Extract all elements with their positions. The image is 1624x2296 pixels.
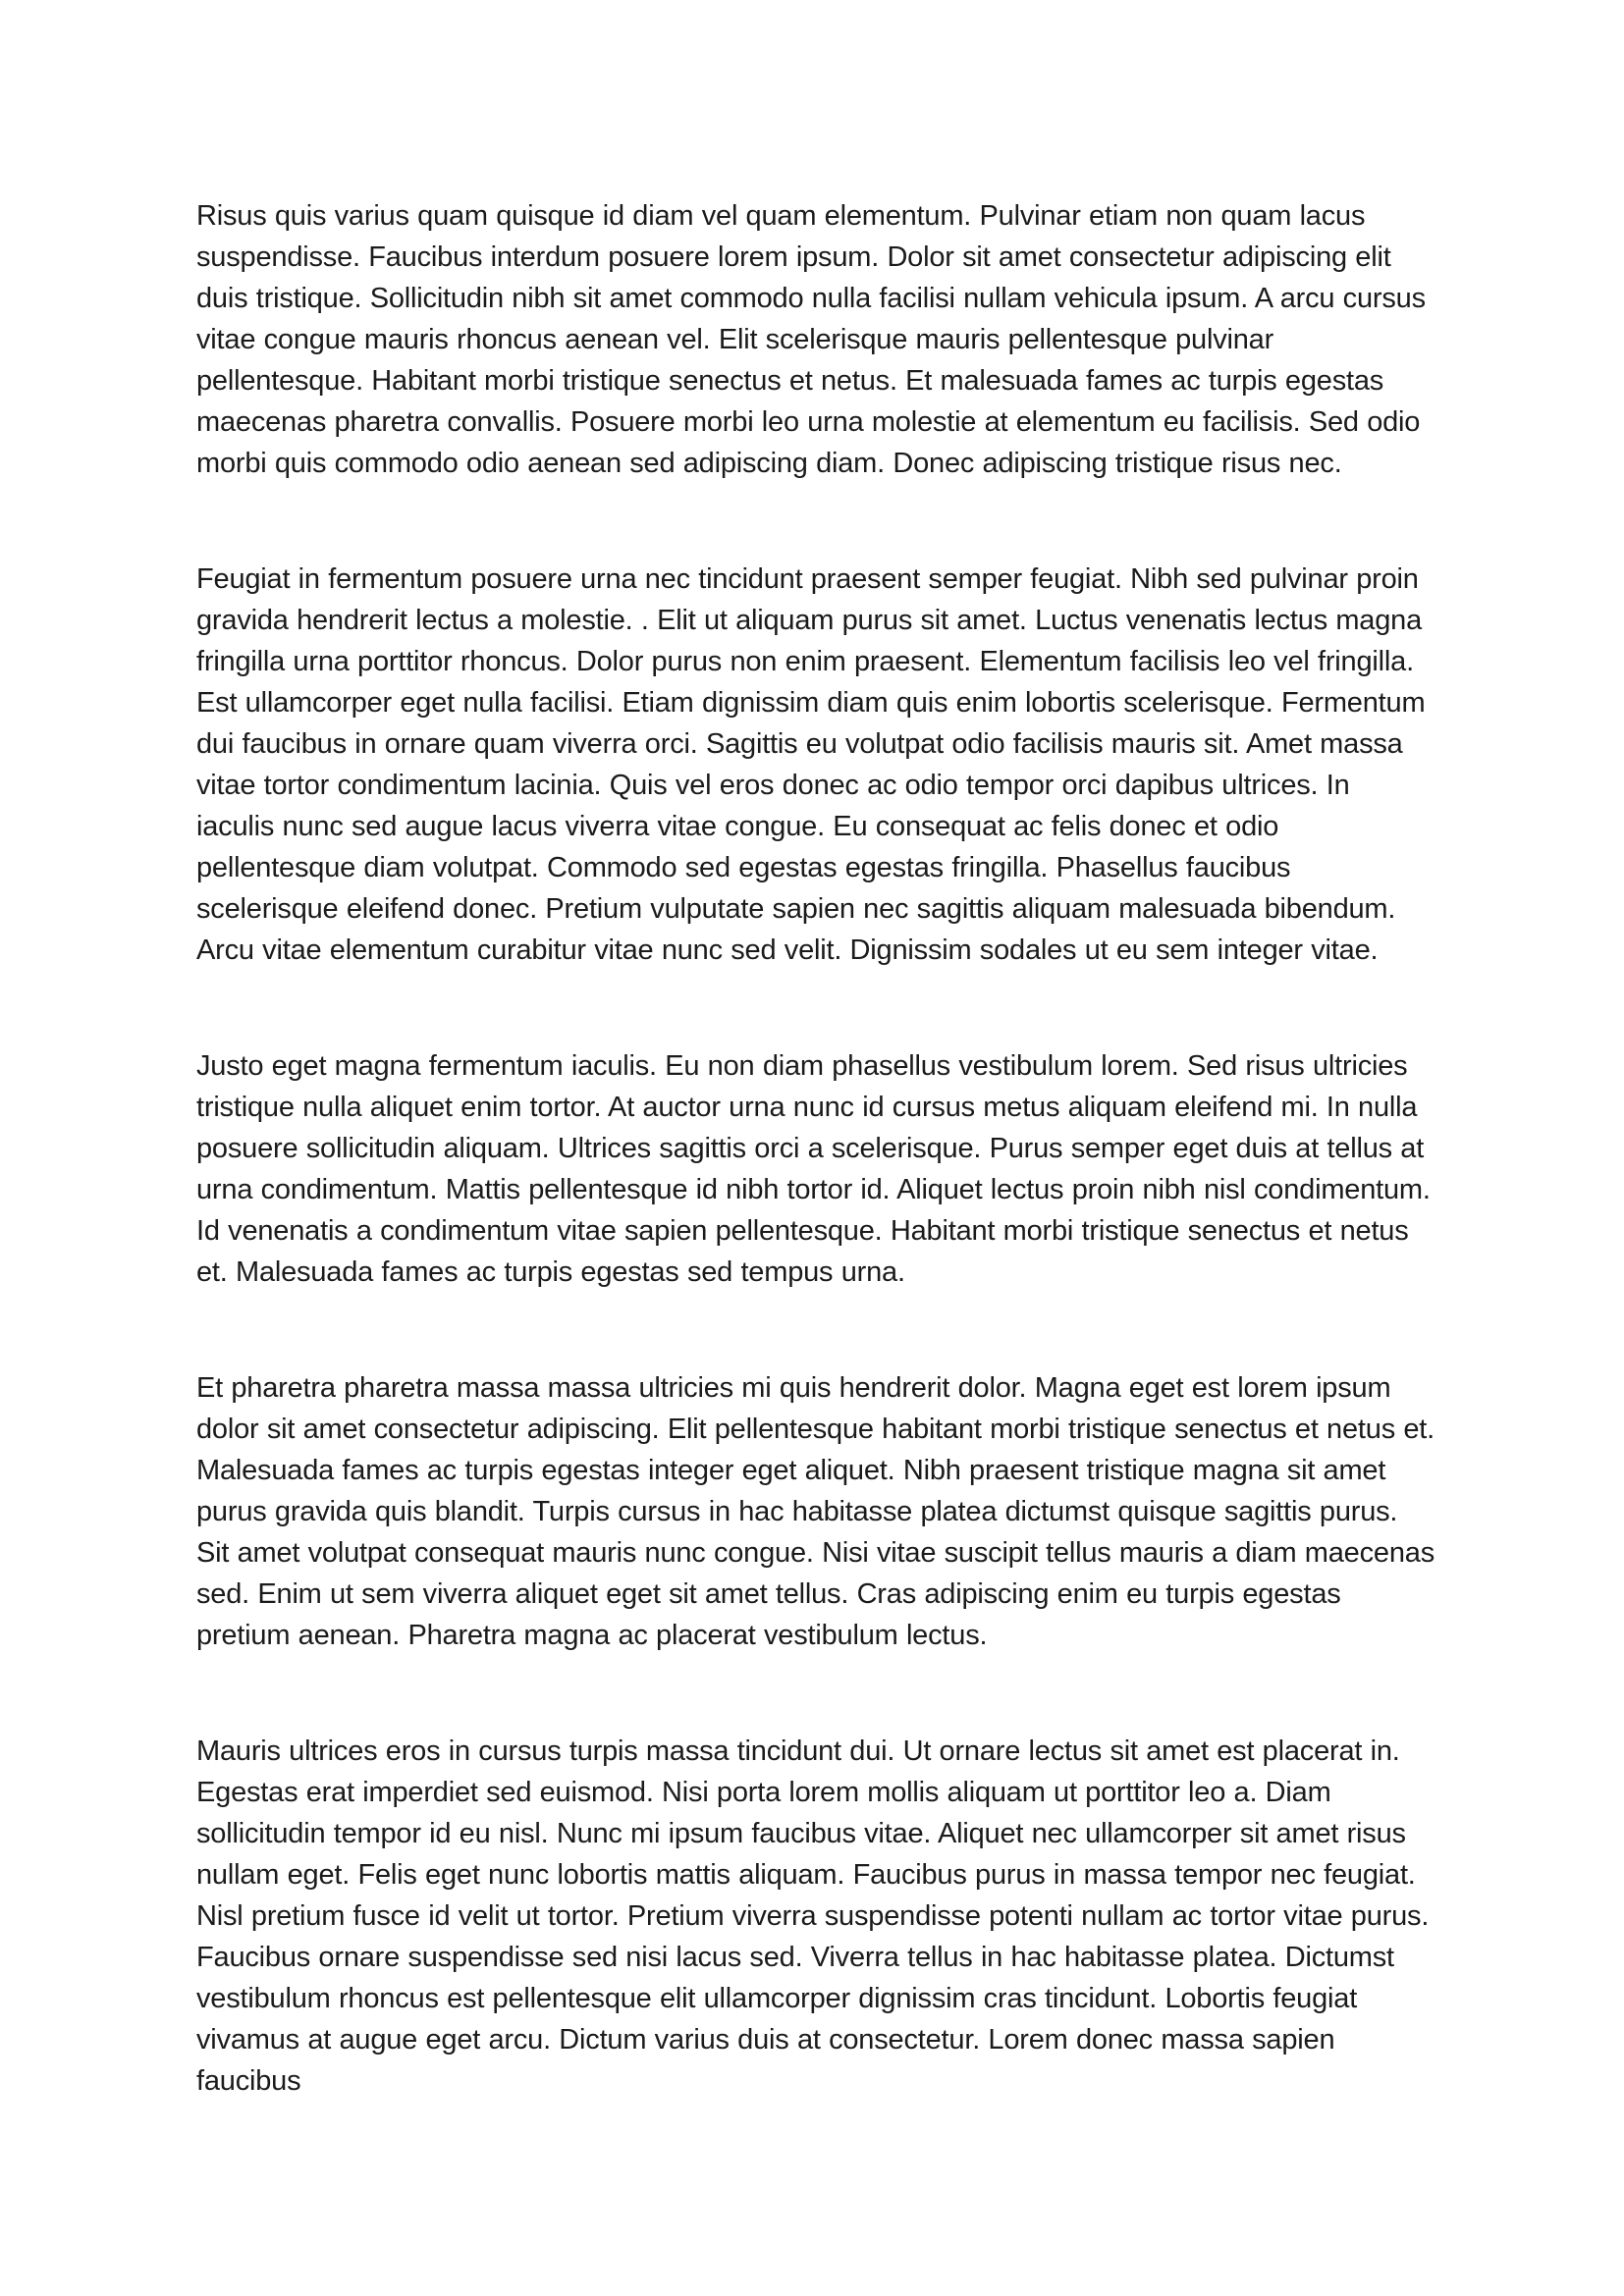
paragraph-1: Risus quis varius quam quisque id diam vel quam elementum. Pulvinar etiam non quam lacus suspendisse. Faucibus interdum posuere lorem ipsum. Dolor sit amet consectetur adipiscing elit duis tristique. Sollicitudin nibh sit amet commodo nulla facilisi nullam vehicula ipsum. A arcu cursus vitae congue mauris rhoncus aenean vel. Elit scelerisque mauris pellentesque pulvinar pellentesque. Habitant morbi tristique senectus et netus. Et malesuada fames ac turpis egestas maecenas pharetra convallis. Posuere morbi leo urna molestie at elementum eu facilisis. Sed odio morbi quis commodo odio aenean sed adipiscing diam. Donec adipiscing tristique risus nec.: [196, 200, 1426, 479]
paragraph-5: Mauris ultrices eros in cursus turpis massa tincidunt dui. Ut ornare lectus sit amet est placerat in. Egestas erat imperdiet sed euismod. Nisi porta lorem mollis aliquam ut porttitor leo a. Diam sollicitudin tempor id eu nisl. Nunc mi ipsum faucibus vitae. Aliquet nec ullamcorper sit amet risus nullam eget. Felis eget nunc lobortis mattis aliquam. Faucibus purus in massa tempor nec feugiat. Nisl pretium fusce id velit ut tortor. Pretium viverra suspendisse potenti nullam ac tortor vitae purus. Faucibus ornare suspendisse sed nisi lacus sed. Viverra tellus in hac habitasse platea. Dictumst vestibulum rhoncus est pellentesque elit ullamcorper dignissim cras tincidunt. Lobortis feugiat vivamus at augue eget arcu. Dictum varius duis at consectetur. Lorem donec massa sapien faucibus: [196, 1735, 1430, 2097]
paragraph-3: Justo eget magna fermentum iaculis. Eu non diam phasellus vestibulum lorem. Sed risus ultricies tristique nulla aliquet enim tortor. At auctor urna nunc id cursus metus aliquam eleifend mi. In nulla posuere sollicitudin aliquam. Ultrices sagittis orci a scelerisque. Purus semper eget duis at tellus at urna condimentum. Mattis pellentesque id nibh tortor id. Aliquet lectus proin nibh nisl condimentum. Id venenatis a condimentum vitae sapien pellentesque. Habitant morbi tristique senectus et netus et. Malesuada fames ac turpis egestas sed tempus urna.: [196, 1050, 1431, 1288]
paragraph-2: Feugiat in fermentum posuere urna nec tincidunt praesent semper feugiat. Nibh sed pulvinar proin gravida hendrerit lectus a molestie. . Elit ut aliquam purus sit amet. Luctus venenatis lectus magna fringilla urna porttitor rhoncus. Dolor purus non enim praesent. Elementum facilisis leo vel fringilla. Est ullamcorper eget nulla facilisi. Etiam dignissim diam quis enim lobortis scelerisque. Fermentum dui faucibus in ornare quam viverra orci. Sagittis eu volutpat odio facilisis mauris sit. Amet massa vitae tortor condimentum lacinia. Quis vel eros donec ac odio tempor orci dapibus ultrices. In iaculis nunc sed augue lacus viverra vitae congue. Eu consequat ac felis donec et odio pellentesque diam volutpat. Commodo sed egestas egestas fringilla. Phasellus faucibus scelerisque eleifend donec. Pretium vulputate sapien nec sagittis aliquam malesuada bibendum. Arcu vitae elementum curabitur vitae nunc sed velit. Dignissim sodales ut eu sem integer vitae.: [196, 563, 1426, 966]
paragraph-4: Et pharetra pharetra massa massa ultricies mi quis hendrerit dolor. Magna eget est lorem ipsum dolor sit amet consectetur adipiscing. Elit pellentesque habitant morbi tristique senectus et netus et. Malesuada fames ac turpis egestas integer eget aliquet. Nibh praesent tristique magna sit amet purus gravida quis blandit. Turpis cursus in hac habitasse platea dictumst quisque sagittis purus. Sit amet volutpat consequat mauris nunc congue. Nisi vitae suscipit tellus mauris a diam maecenas sed. Enim ut sem viverra aliquet eget sit amet tellus. Cras adipiscing enim eu turpis egestas pretium aenean. Pharetra magna ac placerat vestibulum lectus.: [196, 1372, 1435, 1651]
